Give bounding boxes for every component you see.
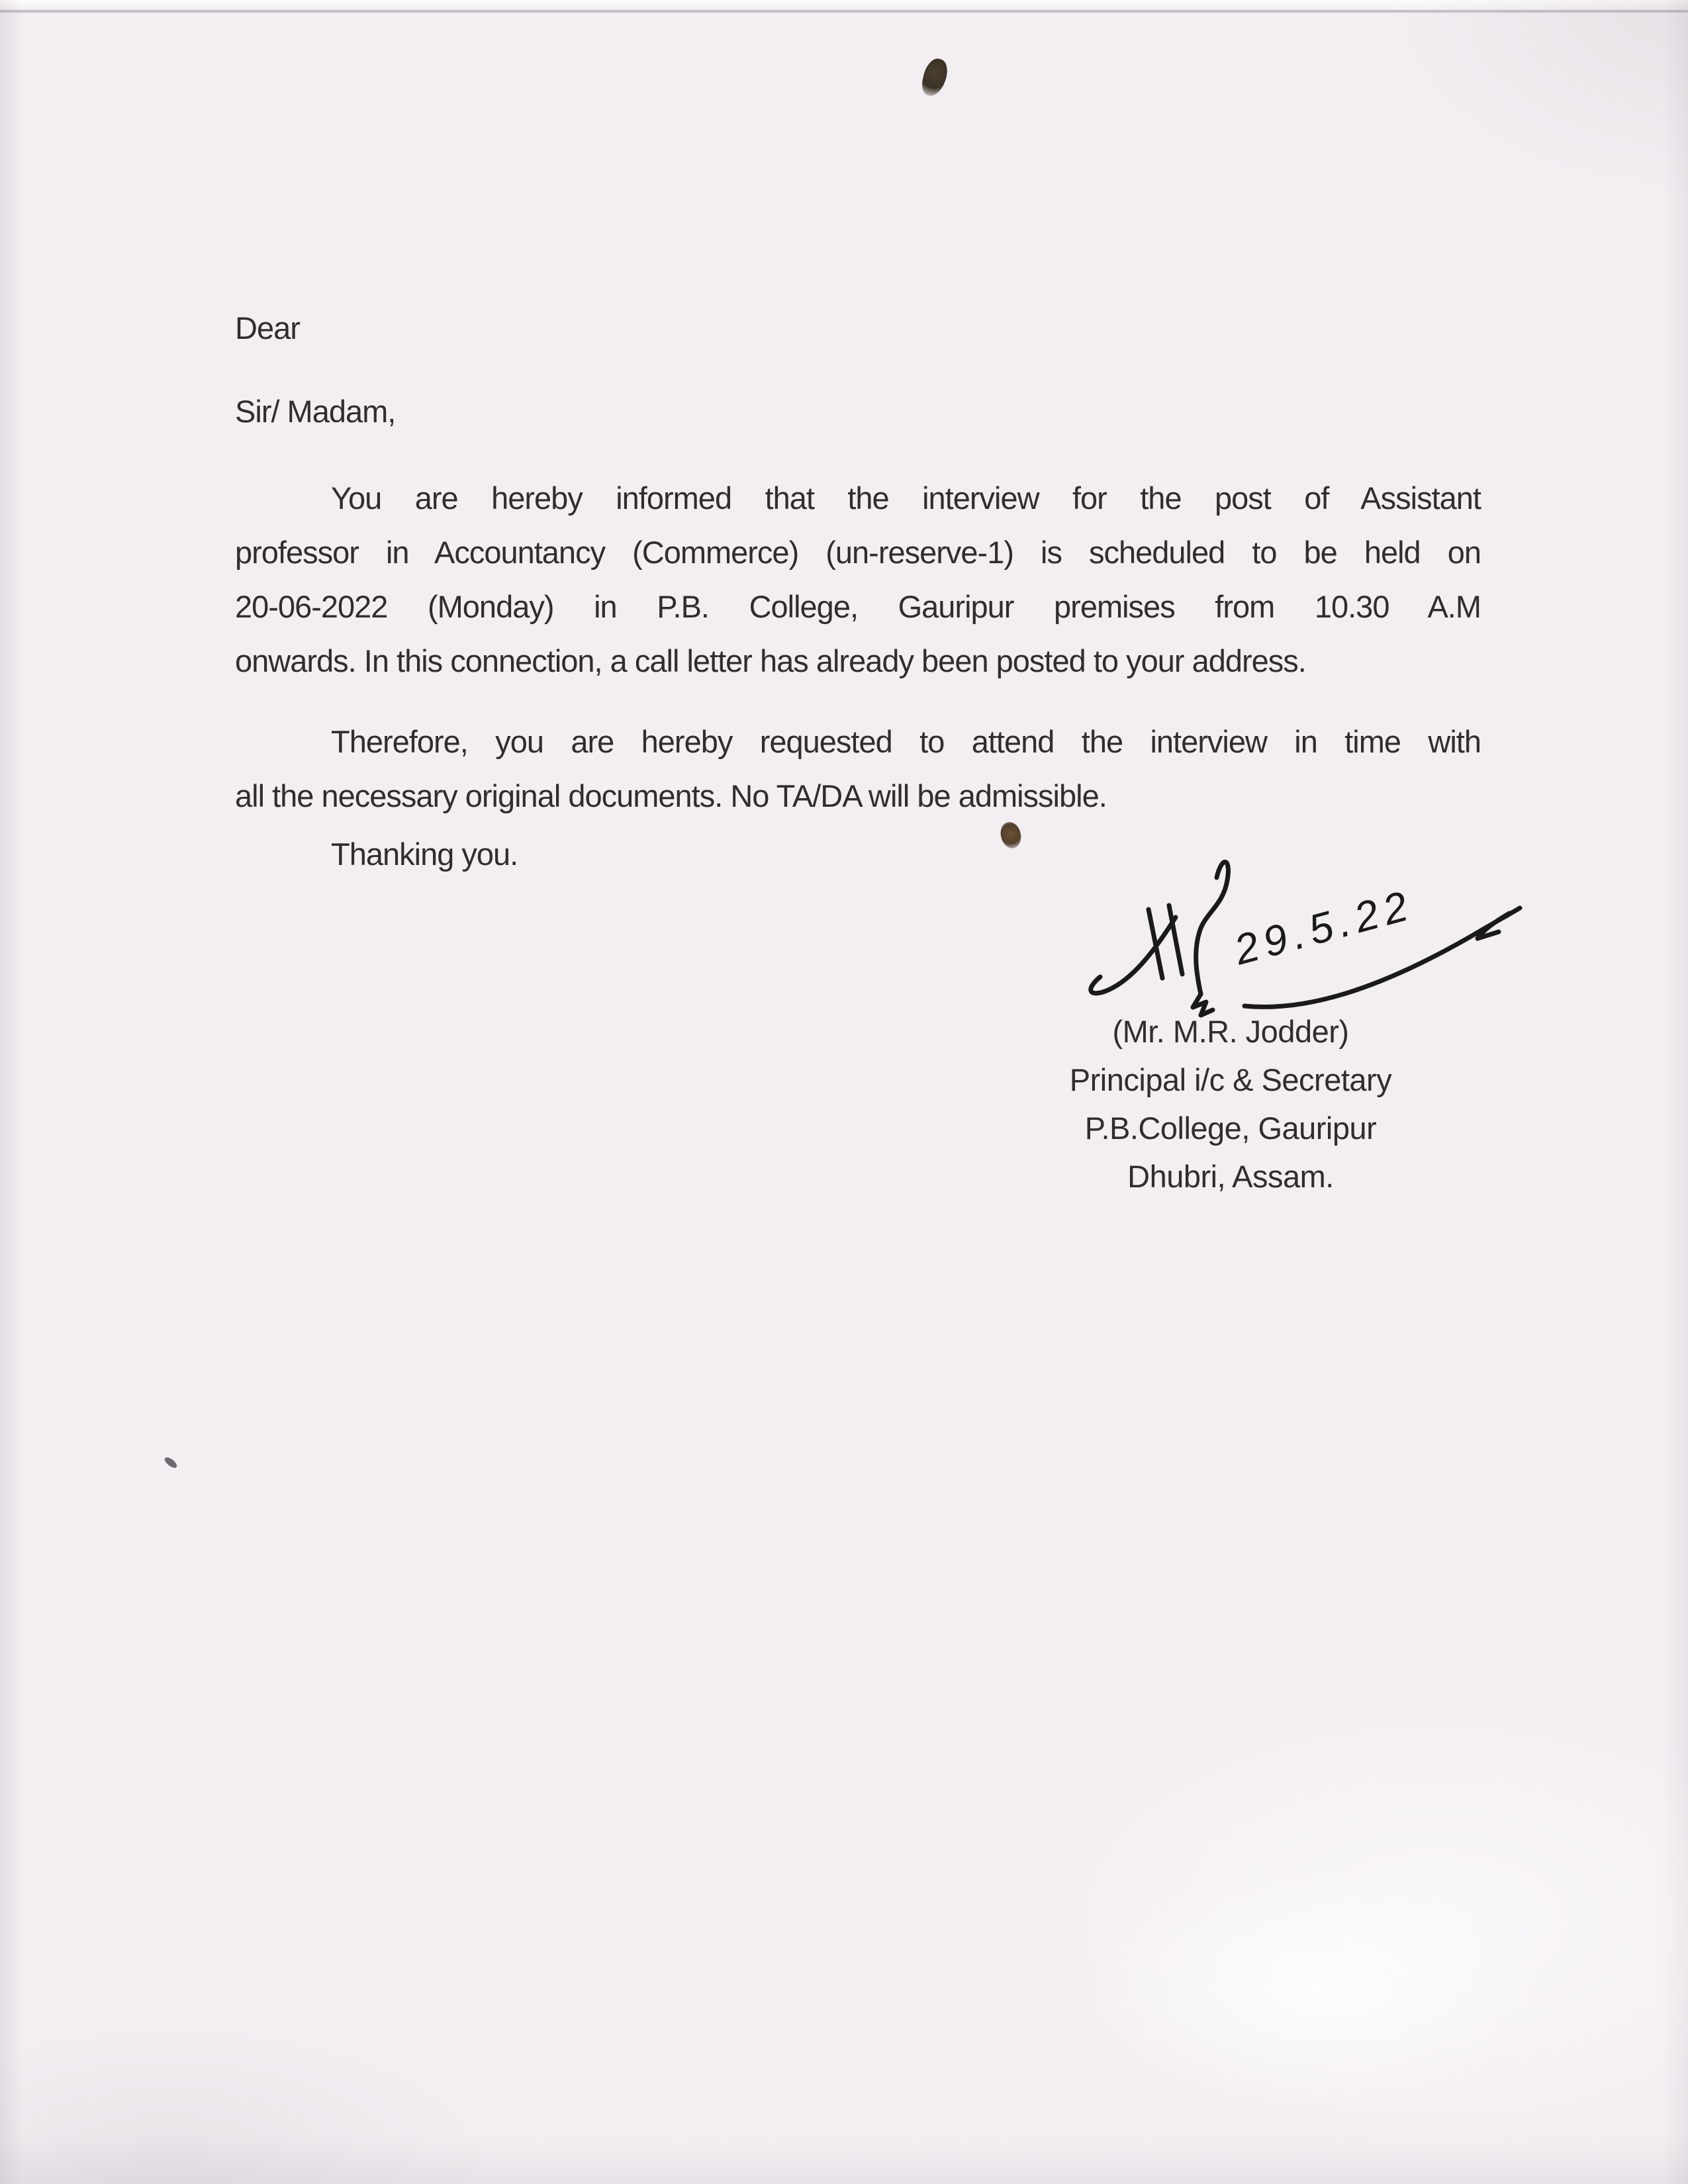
ink-speck-left <box>163 1455 178 1469</box>
ink-speck-middle <box>999 821 1022 850</box>
paragraph-1 <box>235 471 1481 688</box>
closing-thanking-you: Thanking you. <box>331 837 518 872</box>
paragraph-1-line-1: You are hereby informed that the interview for the post of Assistant <box>331 480 1481 516</box>
signatory-location: Dhubri, Assam. <box>1127 1159 1334 1194</box>
handwritten-signature <box>1046 839 1549 1024</box>
paragraph-1-line-4: onwards. In this connection, a call letter has already been posted to your address. <box>235 643 1306 678</box>
signature-date-handwritten: 29.5.22 <box>1229 880 1419 974</box>
paragraph-2-line-1: Therefore, you are hereby requested to attend the interview in time with <box>331 724 1481 759</box>
salutation-dear: Dear <box>235 310 300 345</box>
signatory-name: (Mr. M.R. Jodder) <box>1112 1014 1349 1049</box>
scanner-edge-line <box>0 10 1688 13</box>
paragraph-1-line-2: professor in Accountancy (Commerce) (un-reserve-1) is scheduled to be held on <box>235 535 1481 570</box>
paragraph-1-line-3: 20-06-2022 (Monday) in P.B. College, Gauripur premises from 10.30 A.M <box>235 589 1481 624</box>
signatory-institution: P.B.College, Gauripur <box>1084 1111 1377 1146</box>
signatory-block <box>1037 1007 1425 1201</box>
ink-speck-top <box>919 56 950 99</box>
salutation-sir-madam: Sir/ Madam, <box>235 394 396 429</box>
paragraph-2-line-2: all the necessary original documents. No TA/DA will be admissible. <box>235 778 1107 813</box>
signatory-designation: Principal i/c & Secretary <box>1069 1062 1392 1097</box>
paragraph-2 <box>235 715 1481 823</box>
